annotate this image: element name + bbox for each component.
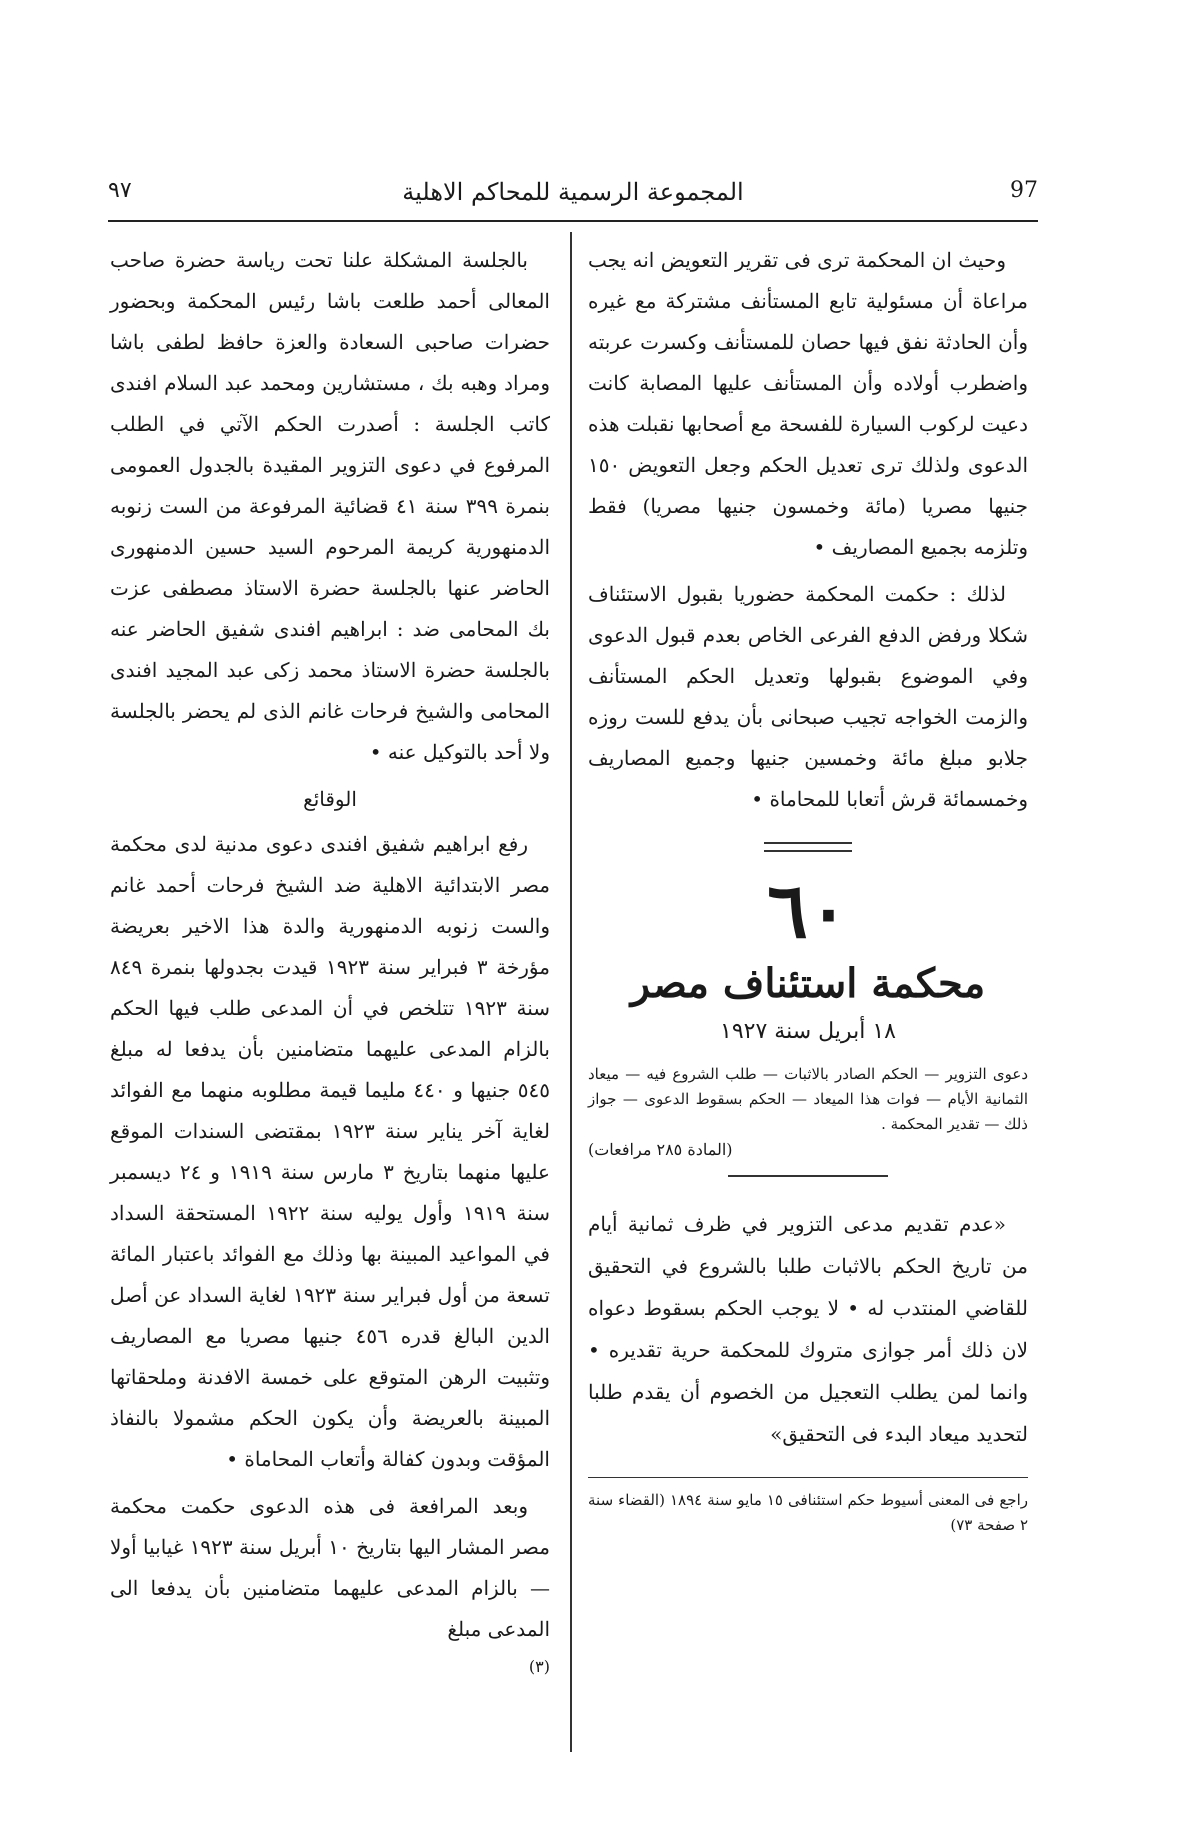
case-number: ٦٠ [767, 866, 849, 955]
footnote-separator [588, 1477, 1028, 1478]
paragraph-judgment: وبعد المرافعة فى هذه الدعوى حكمت محكمة مصر المشار اليها بتاريخ ١٠ أبريل سنة ١٩٢٣ غيابيا أولا — بالزام المدعى عليهما متضامنين بأن يدفعا الى المدعى مبلغ [110, 1494, 550, 1641]
page-number-arabic: ٩٧ [108, 178, 132, 203]
page-number-latin: 97 [1010, 178, 1038, 203]
article-reference-text: (المادة ٢٨٥ مرافعات) [588, 1140, 733, 1159]
article-reference [588, 1137, 1028, 1163]
paragraph-compensation: وحيث ان المحكمة ترى فى تقرير التعويض انه يجب مراعاة أن مسئولية تابع المستأنف مشتركة مع غيره وأن الحادثة نفق فيها حصان للمستأنف وكسرت عربته واضطرب أولاده وأن المستأنف عليها المصابة كانت دعيت لركوب السيارة للفسحة مع أصحابها نقبلت هذه الدعوى ولذلك ترى تعديل الحكم وجعل التعويض ١٥٠ جنيها مصريا (مائة وخمسون جنيها مصريا) فقط وتلزمه بجميع المصاريف • [588, 248, 1028, 559]
case-keywords: دعوى التزوير — الحكم الصادر بالاثبات — طلب الشروع فيه — ميعاد الثمانية الأيام — فوات هذا الميعاد — الحكم بسقوط الدعوى — جواز ذلك — تقدير المحكمة . [588, 1065, 1028, 1133]
right-column [588, 240, 1028, 1538]
running-title: المجموعة الرسمية للمحاكم الاهلية [402, 178, 744, 206]
case-date: ١٨ أبريل سنة ١٩٢٧ [720, 1019, 896, 1044]
facts-heading: الوقائع [303, 787, 357, 811]
court-name: محكمة استئناف مصر [630, 960, 986, 1007]
column-divider [570, 232, 572, 1752]
paragraph-facts: رفع ابراهيم شفيق افندى دعوى مدنية لدى محكمة مصر الابتدائية الاهلية ضد الشيخ فرحات أحمد غانم والست زنوبه الدمنهورية والدة هذا الاخير بعريضة مؤرخة ٣ فبراير سنة ١٩٢٣ قيدت بجدولها بنمرة ٨٤٩ سنة ١٩٢٣ تتلخص في أن المدعى طلب فيها الحكم بالزام المدعى عليهما متضامنين بأن يدفعا له مبلغ ٥٤٥ جنيها و ٤٤٠ مليما قيمة مطلوبه منهما مع الفوائد لغاية آخر يناير سنة ١٩٢٣ بمقتضى السندات الموقع عليها منهما بتاريخ ٣ مارس سنة ١٩١٩ و ٢٤ ديسمبر سنة ١٩١٩ وأول يوليه سنة ١٩٢٢ المستحقة السداد في المواعيد المبينة بها وذلك مع الفوائد باعتبار المائة تسعة من أول فبراير سنة ١٩٢٣ لغاية السداد عن أصل الدين البالغ قدره ٤٥٦ جنيها مصريا مع المصاريف وتثبيت الرهن المتوقع على خمسة الافدنة وملحقاتها المبينة بالعريضة وأن يكون الحكم مشمولا بالنفاذ المؤقت وبدون كفالة وأتعاب المحاماة • [110, 832, 550, 1471]
paragraph-ruling: لذلك : حكمت المحكمة حضوريا بقبول الاستئناف شكلا ورفض الدفع الفرعى الخاص بعدم قبول الدعوى وفي الموضوع بقبولها وتعديل الحكم المستأنف والزمت الخواجه تجيب صبحانى بأن يدفع للست روزه جلابو مبلغ مائة وخمسين جنيها وجميع المصاريف وخمسمائة قرش أتعابا للمحاماة • [588, 582, 1028, 811]
short-separator [728, 1175, 888, 1177]
legal-principle: «عدم تقديم مدعى التزوير في ظرف ثمانية أيام من تاريخ الحكم بالاثبات طلبا بالشروع في التحقيق للقاضي المنتدب له • لا يوجب الحكم بسقوط دعواه لان ذلك أمر جوازى متروك للمحكمة حرية تقديره • وانما لمن يطلب التعجيل من الخصوم أن يقدم طلبا لتحديد ميعاد البدء فى التحقيق» [588, 1212, 1028, 1446]
session-intro: بالجلسة المشكلة علنا تحت رياسة حضرة صاحب المعالى أحمد طلعت باشا رئيس المحكمة وبحضور حضرات صاحبى السعادة والعزة حافظ لطفى باشا ومراد وهبه بك ، مستشارين ومحمد عبد السلام افندى كاتب الجلسة : أصدرت الحكم الآتي في الطلب المرفوع في دعوى التزوير المقيدة بالجدول العمومى بنمرة ٣٩٩ سنة ٤١ قضائية المرفوعة من الست زنوبه الدمنهورية كريمة المرحوم السيد حسين الدمنهورى الحاضر عنها بالجلسة حضرة الاستاذ مصطفى عزت بك المحامى ضد : ابراهيم افندى شفيق الحاضر عنه بالجلسة حضرة الاستاذ محمد زكى عبد المجيد افندى المحامى والشيخ فرحات غانم الذى لم يحضر بالجلسة ولا أحد بالتوكيل عنه • [110, 248, 550, 764]
left-column [110, 240, 550, 1678]
section-separator [764, 842, 852, 852]
page-header [108, 170, 1038, 222]
footnote: راجع فى المعنى أسيوط حكم استئنافى ١٥ مايو سنة ١٨٩٤ (القضاء سنة ٢ صفحة ٧٣) [588, 1491, 1028, 1534]
signature-mark: (٣) [528, 1657, 550, 1676]
